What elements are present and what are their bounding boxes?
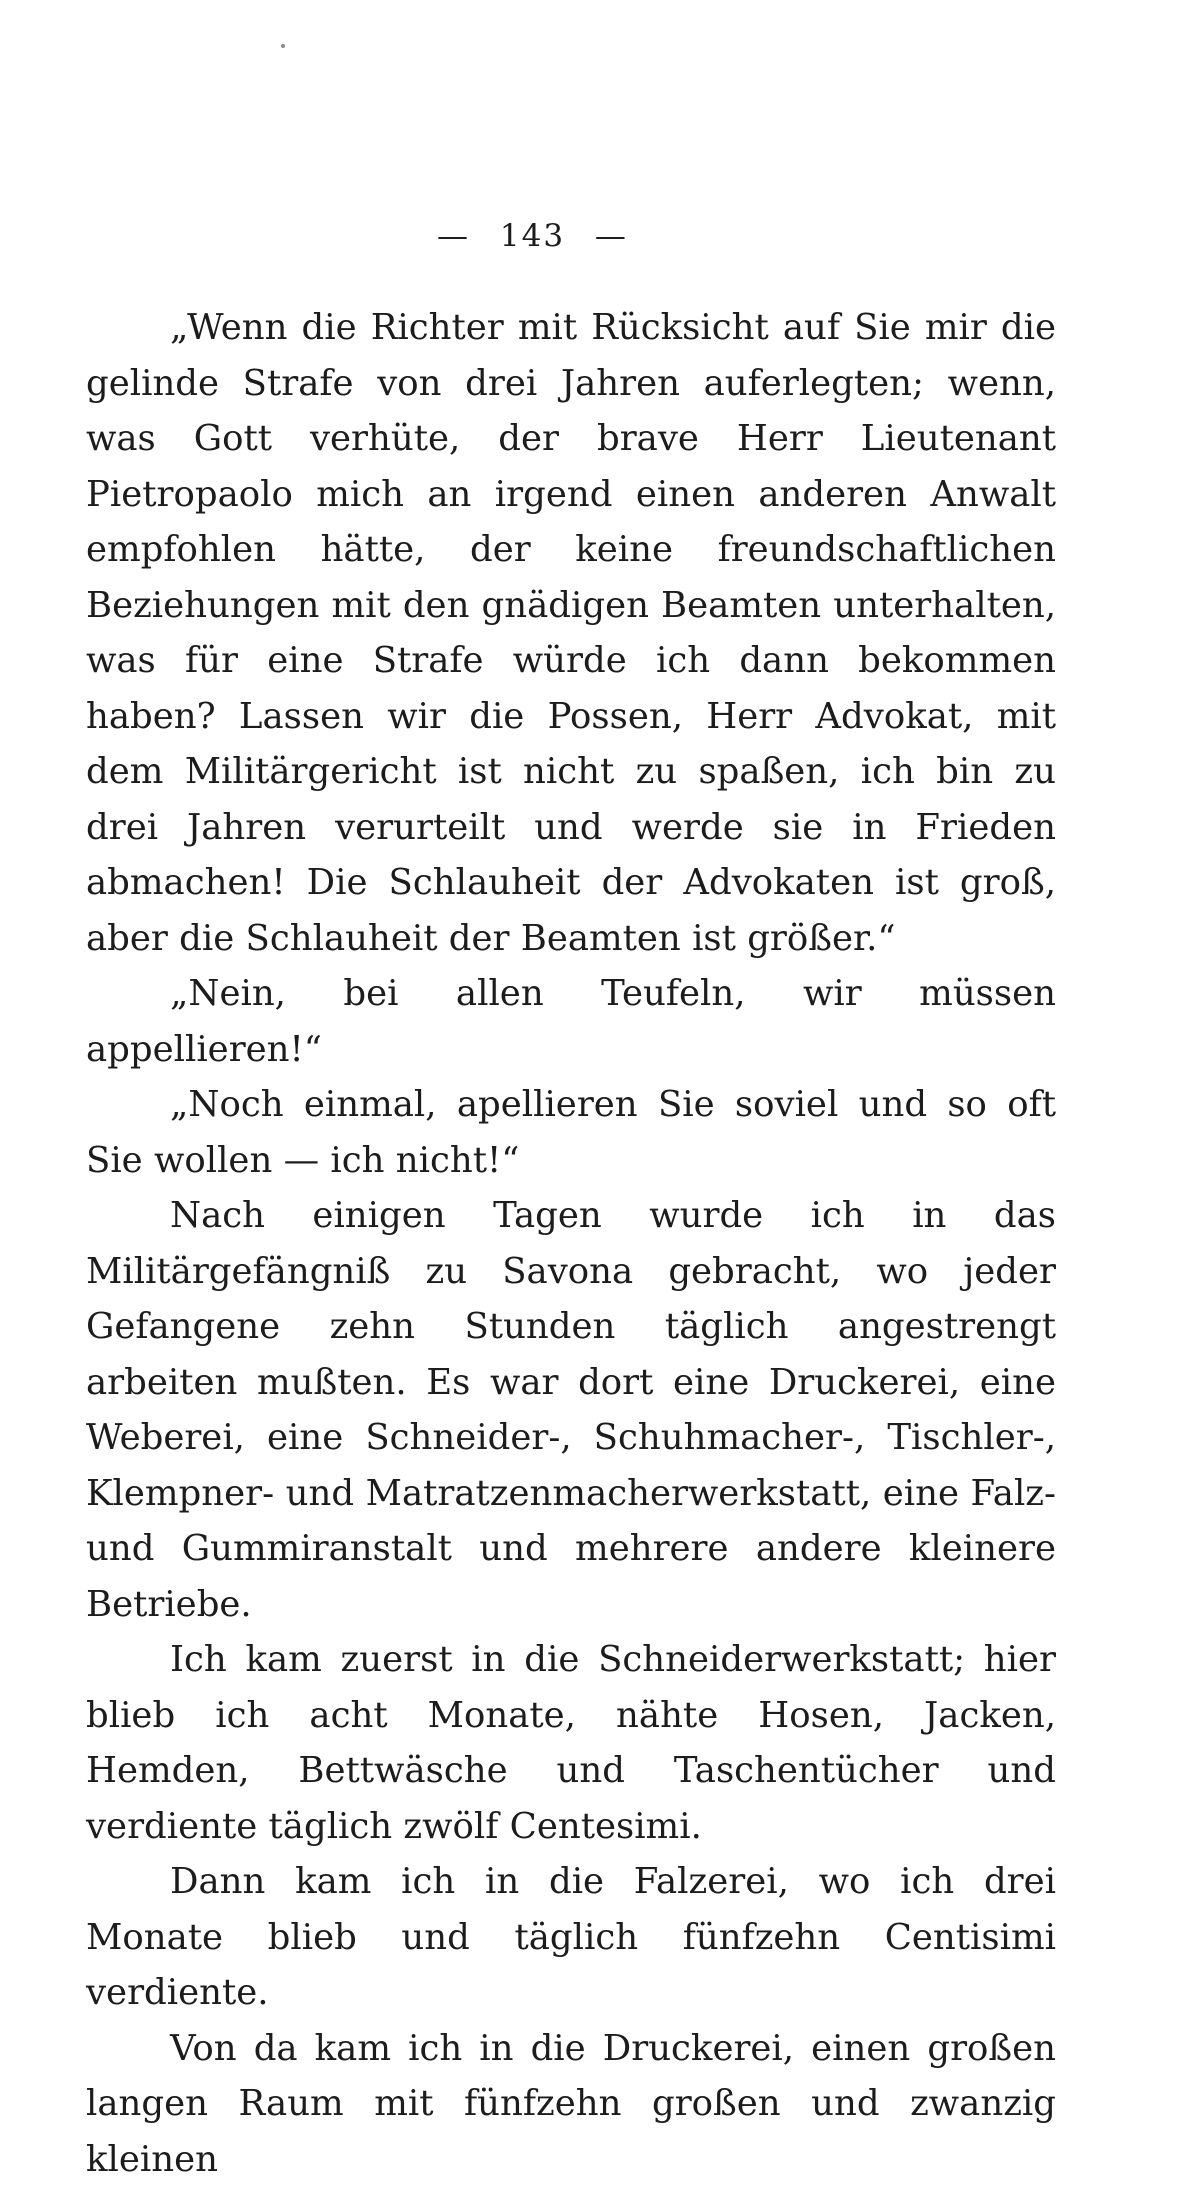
paragraph-2: „Nein, bei allen Teufeln, wir müssen appellieren!“: [86, 966, 1056, 1077]
paper-speck: [281, 44, 285, 48]
paragraph-6: Dann kam ich in die Falzerei, wo ich drei Monate blieb und täglich fünfzehn Centisimi verdiente.: [86, 1854, 1056, 2021]
page-number: — 143 —: [0, 218, 1125, 254]
paragraph-5: Ich kam zuerst in die Schneiderwerkstatt; hier blieb ich acht Monate, nähte Hosen, Jacken, Hemden, Bettwäsche und Taschentücher und verdiente täglich zwölf Centesimi.: [86, 1632, 1056, 1854]
paragraph-3: „Noch einmal, apellieren Sie soviel und so oft Sie wollen — ich nicht!“: [86, 1077, 1056, 1188]
body-text: [86, 300, 1056, 2187]
paragraph-4: Nach einigen Tagen wurde ich in das Militärgefängniß zu Savona gebracht, wo jeder Gefangene zehn Stunden täglich angestrengt arbeiten mußten. Es war dort eine Druckerei, eine Weberei, eine Schneider-, Schuhmacher-, Tischler-, Klempner- und Matratzenmacherwerkstatt, eine Falz- und Gummiranstalt und mehrere andere kleinere Betriebe.: [86, 1188, 1056, 1632]
paragraph-7: Von da kam ich in die Druckerei, einen großen langen Raum mit fünfzehn großen und zwanzig kleinen: [86, 2021, 1056, 2187]
paragraph-1: „Wenn die Richter mit Rücksicht auf Sie mir die gelinde Strafe von drei Jahren auferlegten; wenn, was Gott verhüte, der brave Herr Lieutenant Pietropaolo mich an irgend einen anderen Anwalt empfohlen hätte, der keine freundschaftlichen Beziehungen mit den gnädigen Beamten unterhalten, was für eine Strafe würde ich dann bekommen haben? Lassen wir die Possen, Herr Advokat, mit dem Militärgericht ist nicht zu spaßen, ich bin zu drei Jahren verurteilt und werde sie in Frieden abmachen! Die Schlauheit der Advokaten ist groß, aber die Schlauheit der Beamten ist größer.“: [86, 300, 1056, 966]
